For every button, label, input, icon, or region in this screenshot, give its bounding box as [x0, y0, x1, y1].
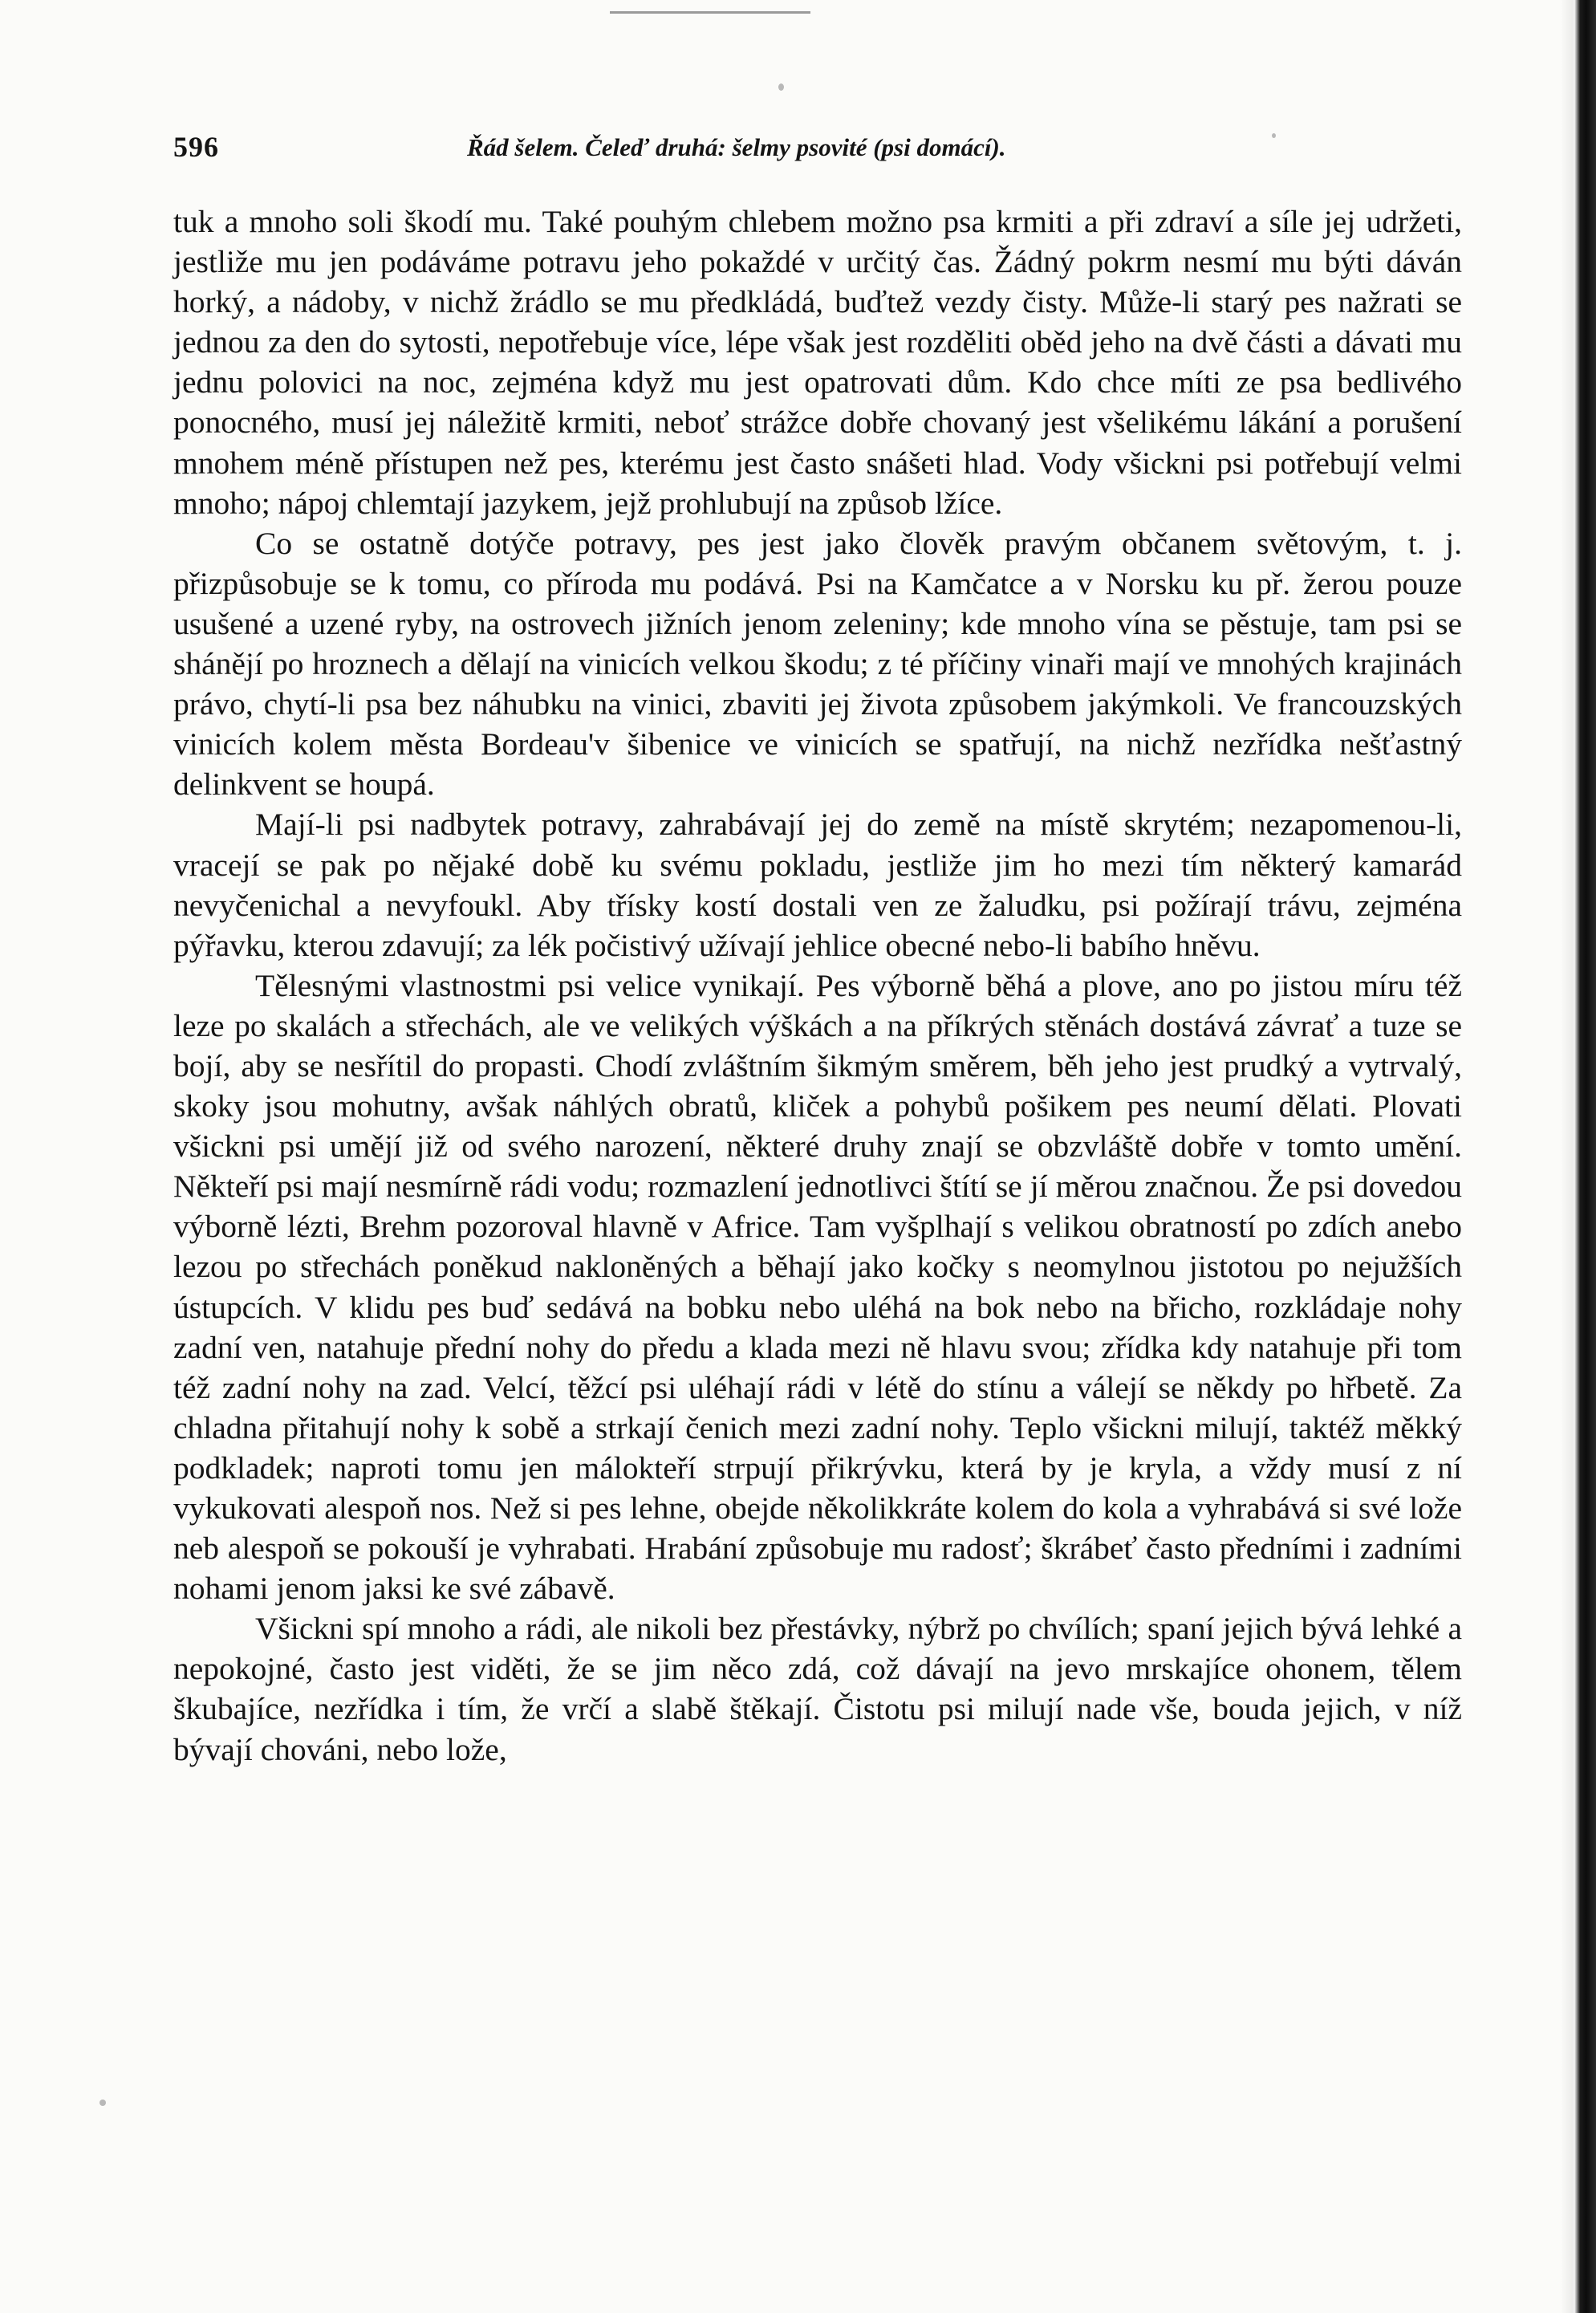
paragraph-food-hoarding: Mají-li psi nadbytek potravy, zahrabávají jej do země na místě skrytém; nezapomenou-li, vracejí se pak po nějaké době ku svému pokladu, jestliže jim ho mezi tím některý kamarád nevyčenichal a nevyfoukl. Aby třísky kostí dostali ven ze žaludku, psi požírají trávu, zejména pýřavku, kterou zdavují; za lék počistivý užívají jehlice obecné nebo-li babího hněvu.	[173, 807, 1462, 963]
running-title: Řád šelem. Čeleď druhá: šelmy psovité (psi domácí).	[467, 133, 1006, 161]
speck-margin	[99, 2100, 106, 2106]
paragraph-food-adaptation: Co se ostatně dotýče potravy, pes jest jako člověk pravým občanem světovým, t. j. přizpůsobuje se k tomu, co příroda mu podává. Psi na Kamčatce a v Norsku ku př. žerou pouze usušené a uzené ryby, na ostrovech jižních jenom zeleniny; kde mnoho vína se pěstuje, tam psi se shánějí po hroznech a dělají na vinicích velkou škodu; z té příčiny vinaři mají ve mnohých krajinách právo, chytí-li psa bez náhubku na vinici, zbaviti jej života způsobem jakýmkoli. Ve francouzských vinicích kolem města Bordeau'v šibenice ve vinicích se spatřují, na nichž nezřídka nešťastný delinkvent se houpá.	[173, 525, 1462, 803]
body-text	[173, 201, 1462, 1770]
running-head	[173, 130, 1457, 170]
paragraph-physical-abilities: Tělesnými vlastnostmi psi velice vynikají. Pes výborně běhá a plove, ano po jistou míru též leze po skalách a střechách, ale ve velikých výškách a na příkrých stěnách dostává závrať a tuze se bojí, aby se nesřítil do propasti. Chodí zvláštním šikmým směrem, běh jeho jest prudký a vytrvalý, skoky jsou mohutny, avšak náhlých obratů, kliček a pohybů pošikem pes neumí dělati. Plovati všickni psi umějí již od svého narození, některé druhy znají se obzvláště dobře v tomto umění. Někteří psi mají nesmírně rádi vodu; rozmazlení jednotlivci štítí se jí měrou značnou. Že psi dovedou výborně lézti, Brehm pozoroval hlavně v Africe. Tam vyšplhají s velikou obratností po zdích anebo lezou po střechách poněkud nakloněných a běhají jako kočky s neomylnou jistotou po nejužších ústupcích. V klidu pes buď sedává na bobku nebo uléhá na bok nebo na břicho, rozkládaje nohy zadní ven, natahuje přední nohy do předu a klada mezi ně hlavu svou; zřídka kdy natahuje při tom též zadní nohy na zad. Velcí, těžcí psi uléhají rádi v létě do stínu a válejí se někdy po hřbetě. Za chladna přitahují nohy k sobě a strkají čenich mezi zadní nohy. Teplo všickni milují, taktéž měkký podkladek; naproti tomu jen málokteří strpují přikrývku, která by je kryla, a vždy musí z ní vykukovati alespoň nos. Než si pes lehne, obejde několikkráte kolem do kola a vyhrabává si své lože neb alespoň se pokouší je vyhrabati. Hrabání způsobuje mu radosť; škrábeť často předními i zadními nohami jenom jaksi ke své zábavě.	[173, 967, 1462, 1607]
binding-shadow	[1561, 0, 1575, 2313]
paragraph-sleep: Všickni spí mnoho a rádi, ale nikoli bez přestávky, nýbrž po chvílích; spaní jejich bývá lehké a nepokojné, často jest viděti, že se jim něco zdá, což dávají na jevo mrskajíce ohonem, tělem škubajíce, nezřídka i tím, že vrčí a slabě štěkají. Čistotu psi milují nade vše, bouda jejich, v níž bývají chováni, nebo lože,	[173, 1611, 1462, 1767]
top-edge-mark	[610, 11, 810, 14]
paragraph-continuation: tuk a mnoho soli škodí mu. Také pouhým chlebem možno psa krmiti a při zdraví a síle jej udržeti, jestliže mu jen podáváme potravu jeho pokaždé v určitý čas. Žádný pokrm nesmí mu býti dáván horký, a nádoby, v nichž žrádlo se mu předkládá, buďtež vezdy čisty. Může-li starý pes nažrati se jednou za den do sytosti, nepotřebuje více, lépe však jest rozděliti oběd jeho na dvě části a dávati mu jednu polovici na noc, zejména když mu jest opatrovati dům. Kdo chce míti ze psa bedlivého ponocného, musí jej náležitě krmiti, neboť strážce dobře chovaný jest všelikému lákání a porušení mnohem méně přístupen než pes, kterému jest často snášeti hlad. Vody všickni psi potřebují velmi mnoho; nápoj chlemtají jazykem, jejž prohlubují na způsob lžíce.	[173, 204, 1462, 521]
page-number: 596	[173, 131, 219, 163]
page-edge	[1575, 0, 1596, 2313]
speck-top	[778, 83, 784, 91]
